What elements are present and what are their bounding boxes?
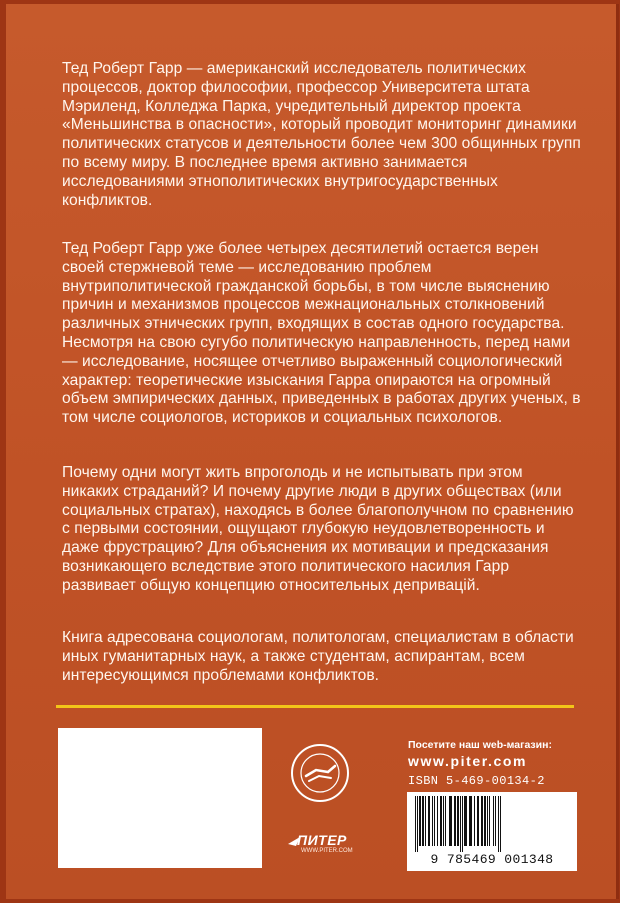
barcode-bar bbox=[425, 796, 426, 846]
barcode-bar bbox=[471, 796, 472, 846]
isbn-text: ISBN 5-469-00134-2 bbox=[408, 774, 545, 788]
barcode bbox=[407, 792, 577, 871]
barcode-bar bbox=[434, 796, 435, 846]
yellow-divider bbox=[56, 705, 574, 708]
barcode-bar bbox=[443, 796, 444, 846]
barcode-bar bbox=[460, 796, 461, 852]
barcode-bar bbox=[422, 796, 424, 846]
barcode-digits: 9 785469 001348 bbox=[430, 852, 554, 867]
publisher-small-url: WWW.PITER.COM bbox=[301, 848, 353, 854]
barcode-bar bbox=[462, 796, 463, 852]
barcode-bar bbox=[417, 796, 418, 852]
barcode-bar bbox=[469, 796, 471, 846]
barcode-bar bbox=[493, 796, 494, 846]
barcode-bar bbox=[445, 796, 446, 846]
barcode-bar bbox=[487, 796, 488, 846]
barcode-bar bbox=[454, 796, 456, 846]
audience-paragraph: Книга адресована социологам, политологам, специалистам в области иных гуманитарных наук, а также студентам, аспирантам, всем интересующимся проблемами конфликтов. bbox=[62, 629, 574, 684]
barcode-bar bbox=[484, 796, 486, 846]
barcode-bar bbox=[500, 796, 501, 852]
barcode-bar bbox=[432, 796, 433, 846]
book-questions-paragraph: Почему одни могут жить впроголодь и не испытывать при этом никаких страданий? И почему другие люди в других обществах (или социальных стратах), находясь в более благополучном по сравнению с первыми состоянии, ощущают глубокую неудовлетворенность и даже фрустрацию? Для объяснения их мотивации и предсказания возникающего вследствие этого политического насилия Гарр развивает общую концепцию относительных депривацій. bbox=[62, 464, 574, 594]
barcode-bar bbox=[477, 796, 479, 846]
barcode-bar bbox=[437, 796, 438, 846]
barcode-bar bbox=[415, 796, 416, 852]
barcode-bar bbox=[449, 796, 451, 846]
barcode-bar bbox=[419, 796, 421, 846]
barcode-bar bbox=[428, 796, 430, 846]
barcode-bar bbox=[440, 796, 442, 846]
barcode-bar bbox=[457, 796, 459, 846]
barcode-bar bbox=[481, 796, 483, 846]
barcode-bars bbox=[413, 796, 571, 852]
publisher-name: ПИТЕР bbox=[297, 832, 347, 848]
barcode-bar bbox=[495, 796, 496, 846]
white-sticker bbox=[58, 728, 262, 868]
publisher-logo bbox=[287, 832, 377, 858]
book-by-mail-seal-icon bbox=[290, 743, 350, 803]
book-description-paragraph: Тед Роберт Гарр уже более четырех десятилетий остается верен своей стержневой теме — исследованию проблем внутриполитической гражданской борьбы, в том числе выяснению причин и механизмов процессов межнациональных столкновений различных этнических групп, входящих в состав одного государства. Несмотря на свою сугубо политическую направленность, перед нами — исследование, носящее отчетливо выраженный социологический характер: теоретические изыскания Гарра опираются на огромный объем эмпирических данных, приведенных в работах других ученых, в том числе социологов, историков и социальных психологов. bbox=[62, 240, 581, 427]
barcode-bar bbox=[464, 796, 466, 846]
author-bio-paragraph: Тед Роберт Гарр — американский исследователь политических процессов, доктор философии, профессор Университета штата Мэриленд, Колледжа Парка, учредительный директор проекта «Меньшинства в опасности», который проводит мониторинг динамики политических статусов и деятельности более чем 300 общинных групп по всему миру. В последнее время активно занимается исследованиями этнополитических внутригосударственных конфликтов. bbox=[62, 60, 581, 209]
barcode-bar bbox=[498, 796, 499, 852]
barcode-bar bbox=[474, 796, 475, 846]
barcode-bar bbox=[451, 796, 452, 846]
barcode-bar bbox=[489, 796, 490, 846]
store-visit-text: Посетите наш web-магазин: bbox=[408, 739, 552, 751]
barcode-bar bbox=[466, 796, 467, 846]
store-url: www.piter.com bbox=[408, 753, 528, 769]
